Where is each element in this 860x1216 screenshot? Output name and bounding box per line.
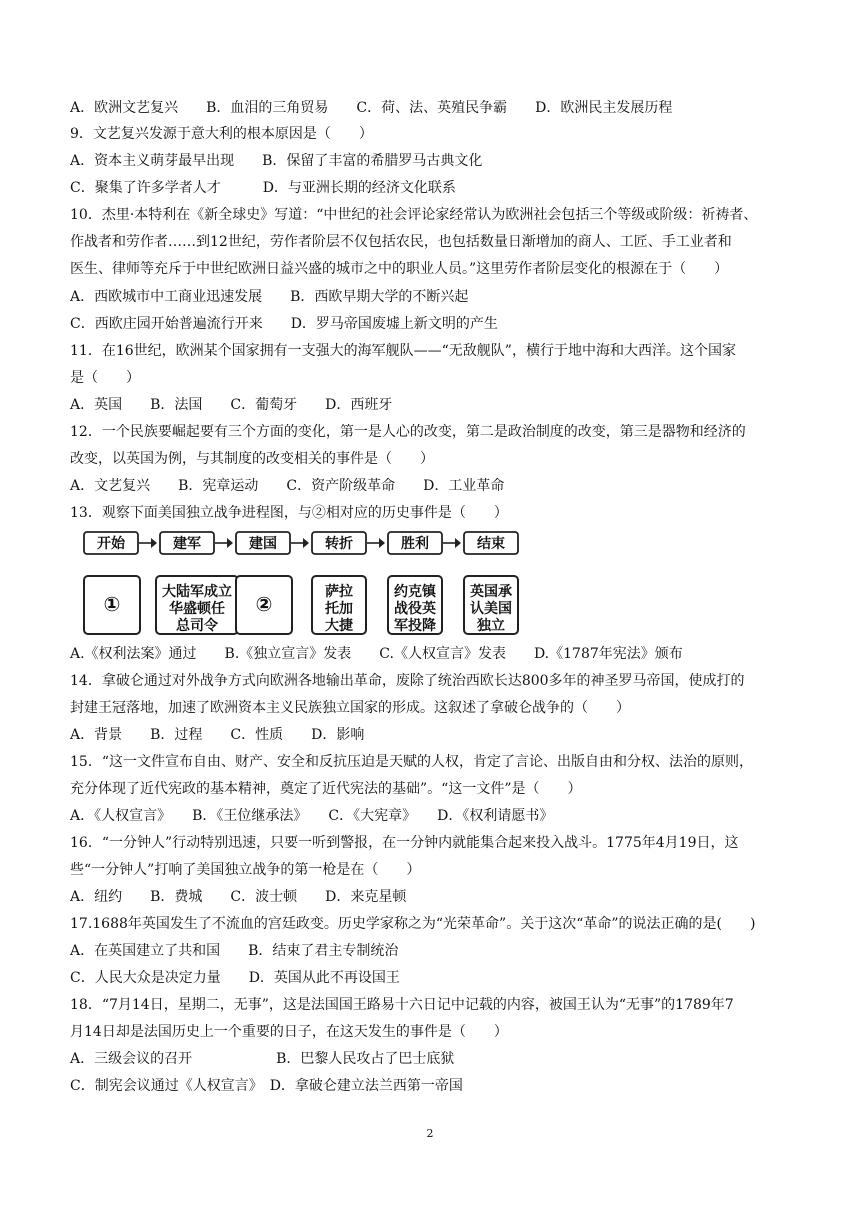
event-label: 大陆军成立 xyxy=(162,584,232,600)
event-label: ① xyxy=(103,592,121,616)
q9-options-cd: C．聚集了许多学者人才 D．与亚洲长期的经济文化联系 xyxy=(70,180,456,196)
q11-stem-2: 是（ ） xyxy=(70,370,140,386)
q15-stem-1: 15．“这一文件宣布自由、财产、安全和反抗压迫是天赋的人权，肯定了言论、出版自由和分权、法治的原则， xyxy=(70,754,753,770)
arrow-head xyxy=(379,538,385,548)
q18-options-cd: C．制宪会议通过《人权宣言》 D．拿破仑建立法兰西第一帝国 xyxy=(70,1078,463,1094)
q8-options: A．欧洲文艺复兴 B．血泪的三角贸易 C．荷、法、英殖民争霸 D．欧洲民主发展历程 xyxy=(70,100,673,116)
stage-label: 转折 xyxy=(325,536,353,552)
event-label: 托加 xyxy=(325,601,353,617)
q11-stem-1: 11．在16世纪，欧洲某个国家拥有一支强大的海军舰队——“无敌舰队”，横行于地中海和大西洋。这个国家 xyxy=(70,343,736,359)
arrow-head xyxy=(303,538,309,548)
event-label: 英国承 xyxy=(470,584,512,600)
q13-options: A.《权利法案》通过 B.《独立宣言》发表 C.《人权宣言》发表 D.《1787年宪法》颁布 xyxy=(70,646,683,662)
q12-stem-2: 改变，以英国为例，与其制度的改变相关的事件是（ ） xyxy=(70,451,434,467)
q12-stem-1: 12．一个民族要崛起要有三个方面的变化，第一是人心的改变，第二是政治制度的改变，第三是器物和经济的 xyxy=(70,424,746,440)
q12-options: A．文艺复兴 B．宪章运动 C．资产阶级革命 D．工业革命 xyxy=(70,478,505,494)
event-label: ② xyxy=(255,592,273,616)
stage-label: 开始 xyxy=(97,536,125,552)
q9-options-ab: A．资本主义萌芽最早出现 B．保留了丰富的希腊罗马古典文化 xyxy=(70,153,483,169)
q15-options: A．《人权宣言》 B．《王位继承法》 C．《大宪章》 D．《权利请愿书》 xyxy=(70,808,554,824)
event-label: 战役英 xyxy=(394,601,436,617)
q10-stem-1: 10．杰里·本特利在《新全球史》写道：“中世纪的社会评论家经常认为欧洲社会包括三个等级或阶级：祈祷者、 xyxy=(70,207,758,223)
stage-label: 建国 xyxy=(249,536,277,552)
q16-stem-2: 些“一分钟人”打响了美国独立战争的第一枪是在（ ） xyxy=(70,862,421,878)
arrow-head xyxy=(455,538,461,548)
event-label: 萨拉 xyxy=(325,584,353,600)
stage-label: 建军 xyxy=(173,536,201,552)
event-label: 独立 xyxy=(477,618,505,634)
q9-stem: 9．文艺复兴发源于意大利的根本原因是（ ） xyxy=(70,126,373,142)
q10-options-ab: A．西欧城市中工商业迅速发展 B．西欧早期大学的不断兴起 xyxy=(70,289,469,305)
q10-stem-3: 医生、律师等充斥于中世纪欧洲日益兴盛的城市之中的职业人员。”这里劳作者阶层变化的根源在于（ ） xyxy=(70,261,729,277)
stage-label: 胜利 xyxy=(401,536,429,552)
q14-stem-1: 14．拿破仑通过对外战争方式向欧洲各地输出革命，废除了统治西欧长达800多年的神圣罗马帝国，使成打的 xyxy=(70,673,745,689)
stage-label: 结束 xyxy=(477,536,505,552)
event-label: 总司令 xyxy=(176,618,218,634)
event-label: 约克镇 xyxy=(394,584,436,600)
q17-options-ab: A．在英国建立了共和国 B．结束了君主专制统治 xyxy=(70,943,399,959)
q14-stem-2: 封建王冠落地，加速了欧洲资本主义民族独立国家的形成。这叙述了拿破仑战争的（ ） xyxy=(70,700,630,716)
q16-stem-1: 16．“一分钟人”行动特别迅速，只要一听到警报，在一分钟内就能集合起来投入战斗。1775年4月19日，这 xyxy=(70,835,739,851)
q18-options-ab: A．三级会议的召开 B．巴黎人民攻占了巴士底狱 xyxy=(70,1051,455,1067)
event-label: 华盛顿任 xyxy=(169,601,225,617)
q18-stem-2: 月14日却是法国历史上一个重要的日子，在这天发生的事件是（ ） xyxy=(70,1024,508,1040)
q17-stem: 17.1688年英国发生了不流血的宫廷政变。历史学家称之为“光荣革命”。关于这次“革命”的说法正确的是( ) xyxy=(70,916,756,932)
arrow-head xyxy=(227,538,233,548)
q11-options: A．英国 B．法国 C．葡萄牙 D．西班牙 xyxy=(70,397,393,413)
q10-options-cd: C．西欧庄园开始普遍流行开来 D．罗马帝国废墟上新文明的产生 xyxy=(70,316,498,332)
page-number: 2 xyxy=(426,1127,434,1140)
event-label: 大捷 xyxy=(325,618,353,634)
arrow-head xyxy=(151,538,157,548)
q18-stem-1: 18．“7月14日，星期二，无事”，这是法国国王路易十六日记中记载的内容，被国王认为“无事”的1789年7 xyxy=(70,997,734,1013)
q15-stem-2: 充分体现了近代宪政的基本精神，奠定了近代宪法的基础”。“这一文件”是（ ） xyxy=(70,781,582,797)
event-label: 认美国 xyxy=(470,601,512,617)
q10-stem-2: 作战者和劳作者……到12世纪，劳作者阶层不仅包括农民，也包括数量日渐增加的商人、工匠、手工业者和 xyxy=(70,234,732,250)
q14-options: A．背景 B．过程 C．性质 D．影响 xyxy=(70,727,365,743)
q16-options: A．纽约 B．费城 C．波士顿 D．来克星顿 xyxy=(70,889,407,905)
q17-options-cd: C．人民大众是决定力量 D．英国从此不再设国王 xyxy=(70,970,400,986)
q13-stem: 13．观察下面美国独立战争进程图，与②相对应的历史事件是（ ） xyxy=(70,505,508,521)
event-label: 军投降 xyxy=(394,618,436,634)
independence-war-diagram xyxy=(82,526,542,646)
